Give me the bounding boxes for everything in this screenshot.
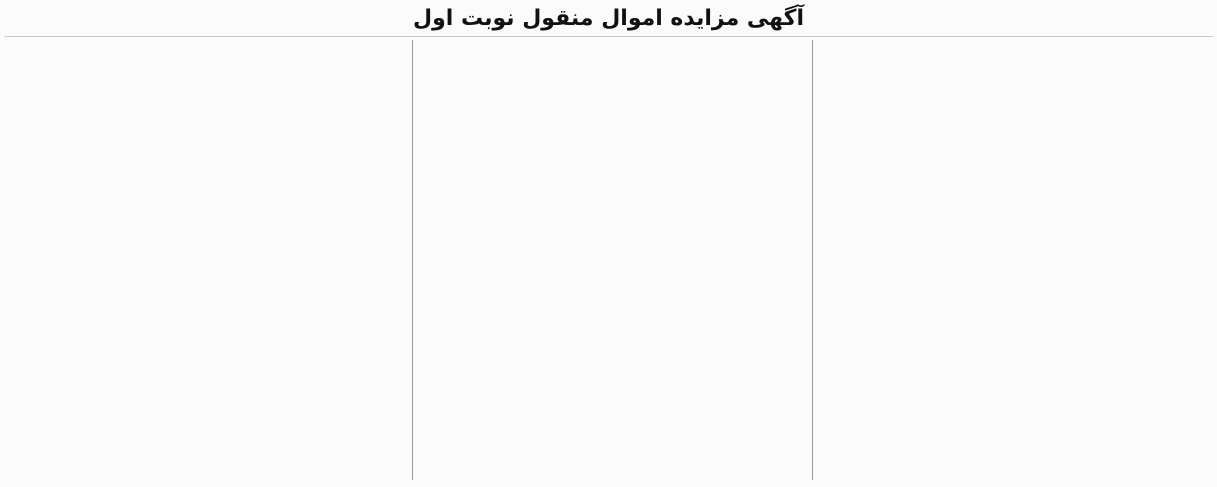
column-divider bbox=[812, 40, 813, 480]
notice-column-middle bbox=[413, 40, 809, 480]
notice-column-left bbox=[9, 40, 409, 480]
notice-title: آگهی مزایده اموال منقول نوبت اول bbox=[412, 6, 805, 31]
column-divider bbox=[412, 40, 413, 480]
title-rule bbox=[4, 36, 1213, 37]
notice-column-right bbox=[813, 40, 1209, 480]
